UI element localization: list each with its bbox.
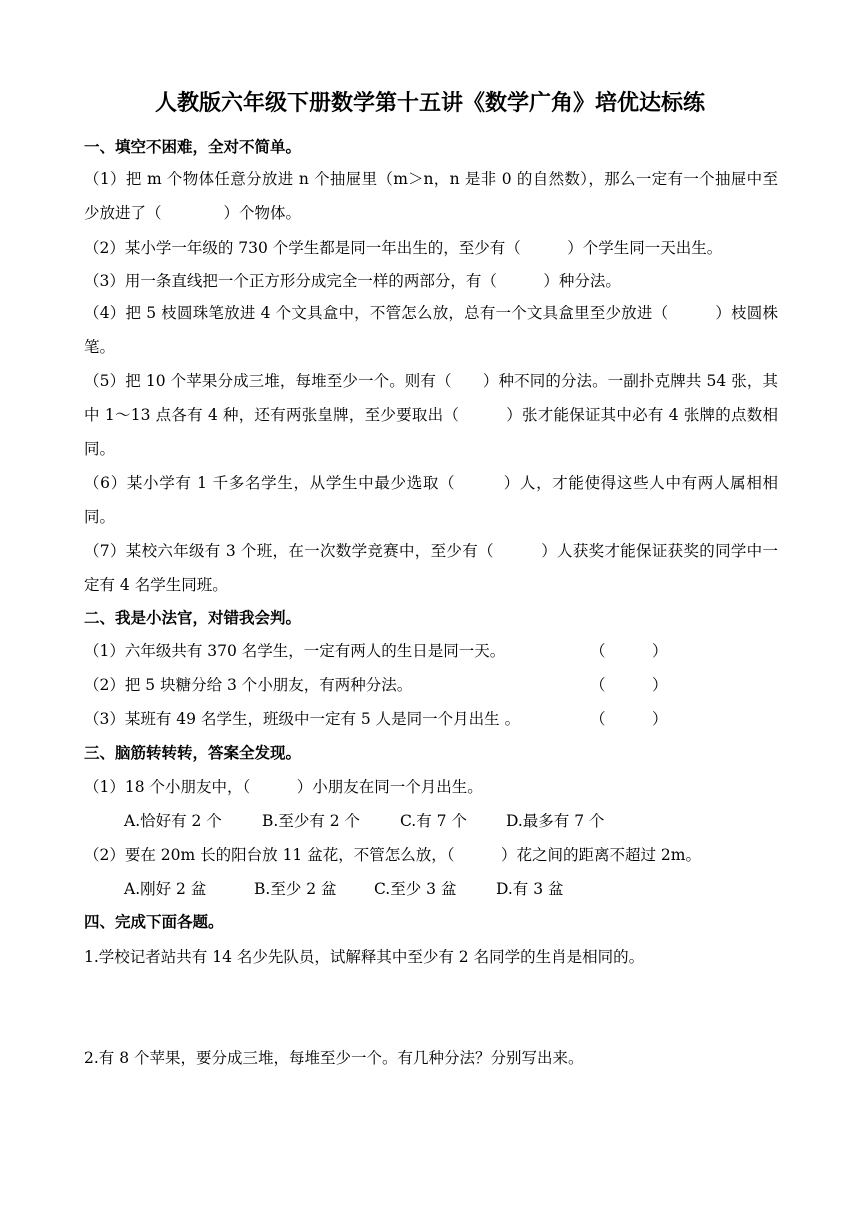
option-d: D.有 3 盆 — [496, 880, 564, 898]
section-1-heading: 一、填空不困难，全对不简单。 — [84, 138, 302, 156]
s1-question-6: （6）某小学有 1 千多名学生，从学生中最少选取（ ）人，才能使得这些人中有两人属相相同。 — [84, 474, 778, 526]
section-2-heading: 二、我是小法官，对错我会判。 — [84, 609, 302, 627]
option-d: D.最多有 7 个 — [506, 812, 605, 830]
s3-question-2: （2）要在 20m 长的阳台放 11 盆花，不管怎么放，（ ）花之间的距离不超过 2m。 — [84, 846, 701, 864]
s2-answer-paren-3: （ ） — [590, 710, 668, 728]
s1-question-5: （5）把 10 个苹果分成三堆，每堆至少一个。则有（ ）种不同的分法。一副扑克牌共 54 张，其中 1～13 点各有 4 种，还有两张皇牌，至少要取出（ ）张才能保证其中必有 4 张牌的点数相同。 — [84, 372, 778, 458]
s1-question-1: （1）把 m 个物体任意分放进 n 个抽屉里（m＞n，n 是非 0 的自然数），那么一定有一个抽屉中至少放进了（ ）个物体。 — [84, 170, 778, 222]
s2-answer-paren-1: （ ） — [590, 642, 668, 660]
s4-question-1: 1.学校记者站共有 14 名少先队员，试解释其中至少有 2 名同学的生肖是相同的。 — [84, 948, 645, 966]
s1-question-3: （3）用一条直线把一个正方形分成完全一样的两部分，有（ ）种分法。 — [84, 272, 621, 290]
option-b: B.至少有 2 个 — [262, 812, 361, 830]
s1-question-2: （2）某小学一年级的 730 个学生都是同一年出生的，至少有（ ）个学生同一天出生。 — [84, 239, 723, 257]
s3-question-1-options — [124, 809, 605, 833]
s2-answer-paren-2: （ ） — [590, 676, 668, 694]
section-4-heading: 四、完成下面各题。 — [84, 913, 224, 931]
s4-question-2: 2.有 8 个苹果，要分成三堆，每堆至少一个。有几种分法？分别写出来。 — [84, 1049, 584, 1067]
s2-question-2: （2）把 5 块糖分给 3 个小朋友，有两种分法。 — [84, 676, 413, 694]
s2-question-3: （3）某班有 49 名学生，班级中一定有 5 人是同一个月出生 。 — [84, 710, 521, 728]
option-b: B.至少 2 盆 — [254, 880, 337, 898]
s1-question-7: （7）某校六年级有 3 个班，在一次数学竞赛中，至少有（ ）人获奖才能保证获奖的同学中一定有 4 名学生同班。 — [84, 542, 778, 594]
page-title: 人教版六年级下册数学第十五讲《数学广角》培优达标练 — [154, 91, 705, 116]
option-a: A.刚好 2 盆 — [124, 880, 207, 898]
option-c: C.有 7 个 — [400, 812, 467, 830]
s3-question-2-options — [124, 877, 564, 901]
option-c: C.至少 3 盆 — [374, 880, 457, 898]
s1-question-4: （4）把 5 枝圆珠笔放进 4 个文具盒中，不管怎么放，总有一个文具盒里至少放进（ ）枝圆株笔。 — [84, 304, 778, 356]
s3-question-1: （1）18 个小朋友中，（ ）小朋友在同一个月出生。 — [84, 778, 483, 796]
section-3-heading: 三、脑筋转转转，答案全发现。 — [84, 744, 302, 762]
s2-question-1: （1）六年级共有 370 名学生，一定有两人的生日是同一天。 — [84, 642, 506, 660]
option-a: A.恰好有 2 个 — [124, 812, 222, 830]
